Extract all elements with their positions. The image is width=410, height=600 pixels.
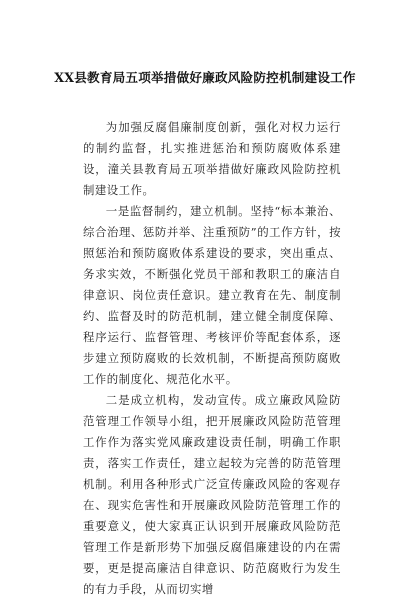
paragraph-measure-2: 二是成立机构，发动宣传。成立廉政风险防范管理工作领导小组，把开展廉政风险防范管理工作作为落实党风廉政建设责任制，明确工作职责，落实工作责任，建立起较为完善的防范管理机制。利用各种形式广泛宣传廉政风险的客观存在、现实危害性和开展廉政风险防范管理工作的重要意义，使大家真正认识到开展廉政风险防范管理工作是新形势下加强反腐倡廉建设的内在需要，更是提高廉洁自律意识、防范腐败行为发生的有力手段，从而切实增 xyxy=(83,393,341,596)
paragraph-measure-1: 一是监督制约，建立机制。坚持“标本兼治、综合治理、惩防并举、注重预防”的工作方针，按照惩治和预防腐败体系建设的要求，突出重点、务求实效，不断强化党员干部和教职工的廉洁自律意识、岗位责任意识。建立教育在先、制度制约、监督及时的防范机制，建立健全制度保障、程序运行、监督管理、考核评价等配套体系，逐步建立预防腐败的长效机制，不断提高预防腐败工作的制度化、规范化水平。 xyxy=(83,204,341,386)
document-title: XX县教育局五项举措做好廉政风险防控机制建设工作 xyxy=(54,70,356,85)
document-body xyxy=(83,117,341,600)
paragraph-intro: 为加强反腐倡廉制度创新，强化对权力运行的制约监督，扎实推进惩治和预防腐败体系建设，潼关县教育局五项举措做好廉政风险防控机制建设工作。 xyxy=(83,120,341,197)
